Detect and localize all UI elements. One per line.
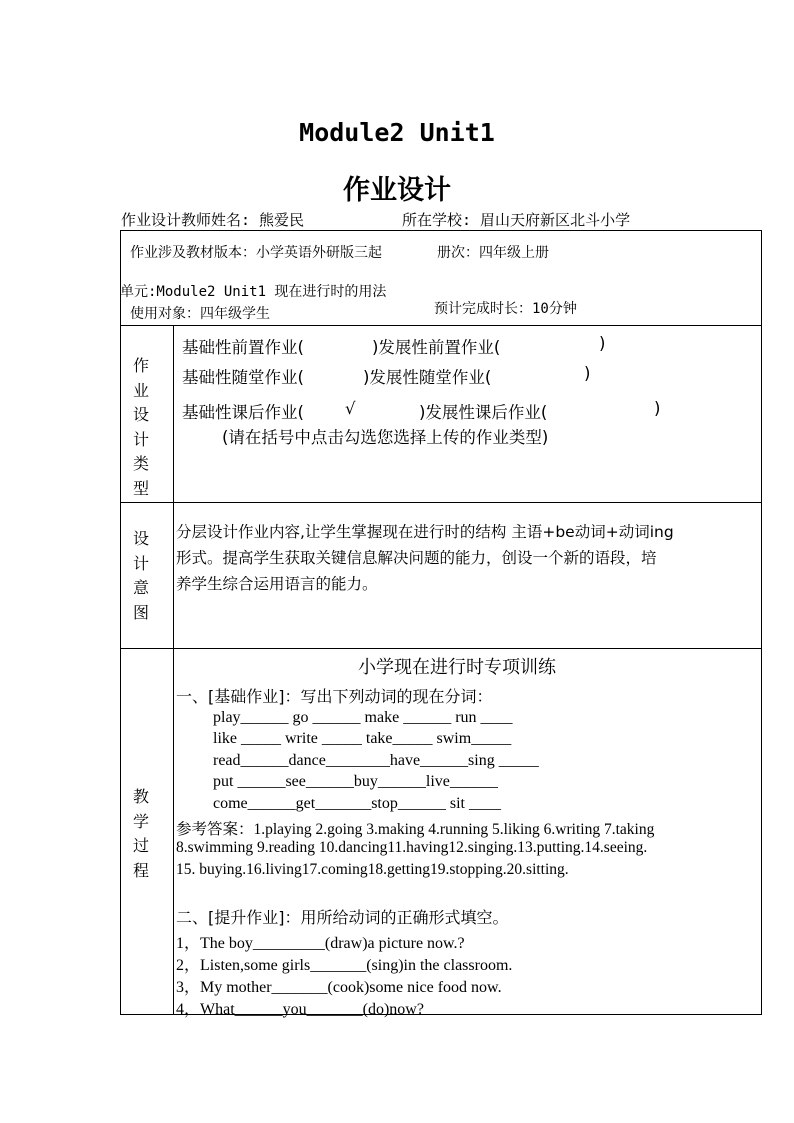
class-dev-close: ) bbox=[584, 364, 591, 383]
verb-row: come______get_______stop______ sit ____ bbox=[213, 795, 501, 812]
type-label-char: 计 bbox=[132, 429, 149, 449]
exercise-heading: 小学现在进行时专项训练 bbox=[358, 657, 556, 678]
table-row-divider-1 bbox=[120, 325, 762, 326]
class-basic-label: 基础性随堂作业( bbox=[182, 368, 304, 387]
process-label-char: 学 bbox=[132, 811, 149, 831]
type-section-label bbox=[129, 354, 153, 501]
pre-dev-label: )发展性前置作业( bbox=[372, 338, 501, 357]
process-label-char: 教 bbox=[132, 787, 149, 806]
fill-sentence: 4，What______you_______(do)now? bbox=[176, 1001, 424, 1018]
fill-sentence: 2，Listen,some girls_______(sing)in the classroom. bbox=[176, 957, 513, 974]
intent-label-char: 意 bbox=[132, 578, 149, 597]
process-label-char: 过 bbox=[132, 836, 149, 855]
answer-line-1: 参考答案：1.playing 2.going 3.making 4.running 5.liking 6.writing 7.taking bbox=[176, 821, 655, 838]
fill-sentence: 1，The boy_________(draw)a picture now.? bbox=[176, 935, 465, 952]
verb-row: put ______see______buy______live______ bbox=[213, 773, 498, 790]
teacher-name: 作业设计教师姓名: 熊爱民 bbox=[121, 211, 305, 229]
after-basic-label: 基础性课后作业( bbox=[182, 403, 304, 422]
verb-row: play______ go ______ make ______ run ____ bbox=[213, 709, 513, 726]
intent-label-char: 计 bbox=[132, 553, 149, 573]
table-row-divider-2 bbox=[120, 502, 762, 503]
table-border-right bbox=[761, 230, 762, 1015]
after-dev-label: )发展性课后作业( bbox=[419, 403, 548, 422]
table-border-left bbox=[120, 230, 121, 1015]
table-border-top bbox=[120, 230, 762, 231]
class-dev-label: )发展性随堂作业( bbox=[363, 368, 492, 387]
process-label-char: 程 bbox=[132, 860, 149, 880]
type-label-char: 设 bbox=[132, 405, 149, 424]
type-label-char: 类 bbox=[132, 454, 149, 473]
verb-row: like _____ write _____ take_____ swim_____ bbox=[213, 730, 512, 747]
document-subtitle: 作业设计 bbox=[343, 175, 451, 206]
intent-line-1: 分层设计作业内容,让学生掌握现在进行时的结构 主语+be动词+动词ing bbox=[176, 523, 674, 541]
answer-line-3: 15. buying.16.living17.coming18.getting19.stopping.20.sitting. bbox=[176, 861, 569, 878]
intent-label-char: 图 bbox=[132, 602, 149, 622]
intent-line-3: 养学生综合运用语言的能力。 bbox=[176, 575, 378, 593]
intent-line-2: 形式。提高学生获取关键信息解决问题的能力，创设一个新的语段，培 bbox=[176, 549, 657, 567]
type-label-char: 型 bbox=[132, 478, 149, 498]
pre-basic-label: 基础性前置作业( bbox=[182, 338, 304, 357]
type-label-char: 业 bbox=[132, 380, 149, 400]
fill-sentence: 3，My mother_______(cook)some nice food now. bbox=[176, 979, 502, 996]
advanced-exercise-heading: 二、[提升作业]：用所给动词的正确形式填空。 bbox=[176, 908, 509, 927]
type-instruction-note: (请在括号中点击勾选您选择上传的作业类型) bbox=[222, 428, 549, 447]
table-row-divider-3 bbox=[120, 648, 762, 649]
type-label-char: 作 bbox=[132, 356, 149, 375]
after-dev-close: ) bbox=[654, 399, 661, 418]
process-section-label bbox=[129, 785, 153, 883]
audience-info: 使用对象：四年级学生 bbox=[130, 306, 270, 322]
selected-check-mark[interactable]: √ bbox=[345, 399, 356, 418]
textbook-volume: 册次：四年级上册 bbox=[437, 245, 549, 261]
school-name: 所在学校: 眉山天府新区北斗小学 bbox=[402, 211, 631, 229]
verb-row: read______dance________have______sing _____ bbox=[213, 752, 539, 769]
textbook-version: 作业涉及教材版本：小学英语外研版三起 bbox=[130, 245, 382, 261]
basic-exercise-heading: 一、[基础作业]：写出下列动词的现在分词： bbox=[176, 687, 493, 706]
intent-section-label bbox=[129, 527, 153, 625]
answer-line-2: 8.swimming 9.reading 10.dancing11.having12.singing.13.putting.14.seeing. bbox=[176, 839, 648, 856]
duration-info: 预计完成时长：10分钟 bbox=[434, 301, 577, 317]
intent-label-char: 设 bbox=[132, 529, 149, 548]
document-title: Module2 Unit1 bbox=[299, 118, 495, 147]
pre-dev-close: ) bbox=[599, 334, 606, 353]
table-column-divider bbox=[173, 325, 174, 1015]
unit-info: 单元:Module2 Unit1 现在进行时的用法 bbox=[120, 284, 387, 300]
